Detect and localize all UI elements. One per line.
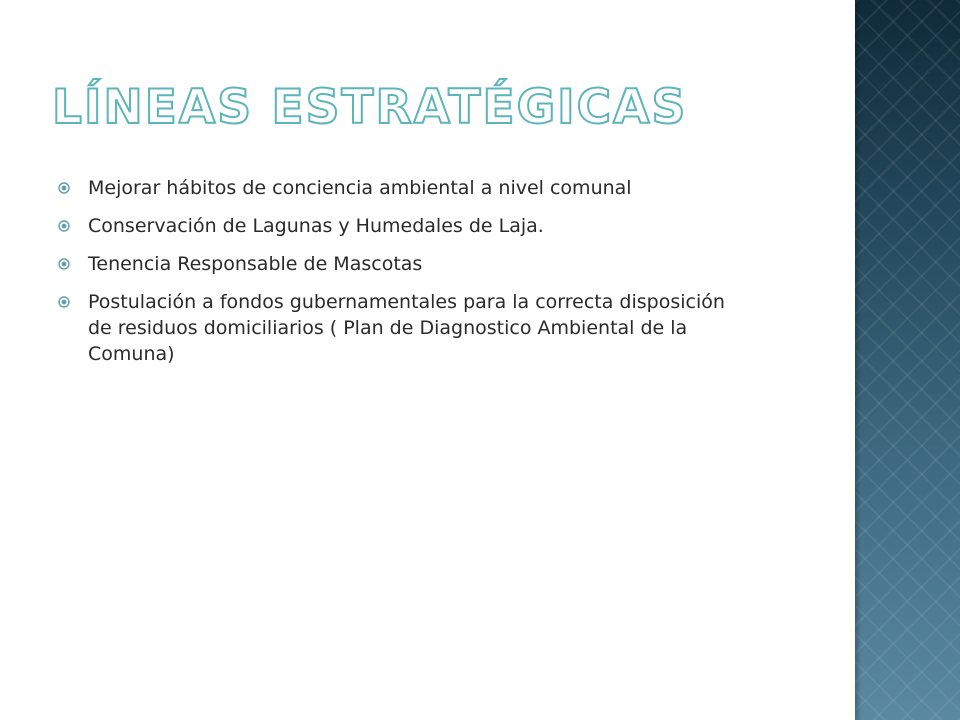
decorative-side-panel: [855, 0, 960, 720]
circled-dot-icon: [58, 289, 88, 315]
list-item: [58, 213, 748, 239]
circled-dot-icon: [58, 175, 88, 201]
slide-title: LÍNEAS ESTRATÉGICAS: [52, 80, 688, 135]
bullet-text: Mejorar hábitos de conciencia ambiental a nivel comunal: [88, 177, 632, 199]
bullet-text: Conservación de Lagunas y Humedales de Laja.: [88, 215, 544, 237]
bullet-text: Tenencia Responsable de Mascotas: [88, 253, 423, 275]
list-item: [58, 251, 748, 277]
bullet-text: Postulación a fondos gubernamentales para la correcta disposición de residuos domiciliarios ( Plan de Diagnostico Ambiental de la Comuna): [88, 291, 725, 365]
list-item: [58, 289, 748, 367]
list-item: [58, 175, 748, 201]
circled-dot-icon: [58, 213, 88, 239]
circled-dot-icon: [58, 251, 88, 277]
bullet-list: [58, 175, 748, 379]
